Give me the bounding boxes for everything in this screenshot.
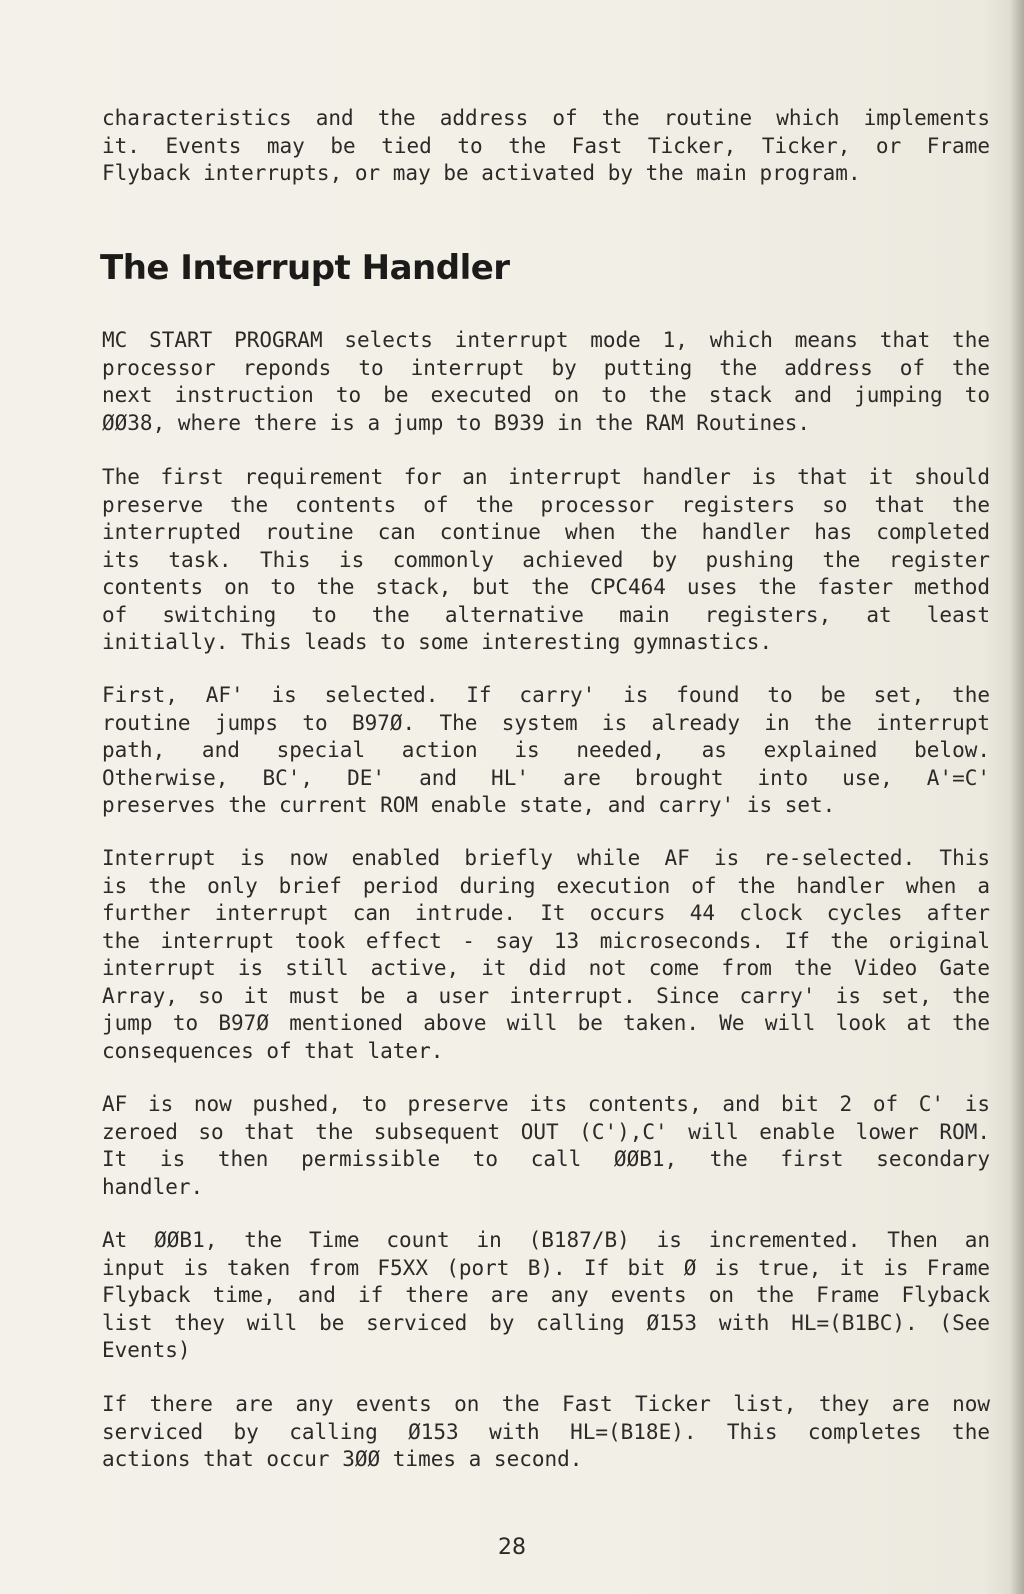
text-line: If there are any events on the Fast Ticker list, they are now (102, 1392, 990, 1416)
text-line: consequences of that later. (102, 1038, 444, 1063)
text-line: MC START PROGRAM selects interrupt mode 1, which means that the (102, 328, 990, 352)
text-line: jump to B97Ø mentioned above will be taken. We will look at the (102, 1011, 990, 1035)
text-line: the interrupt took effect - say 13 microseconds. If the original (102, 928, 990, 953)
text-line: First, AF' is selected. If carry' is found to be set, the (102, 683, 990, 707)
text-line: of switching to the alternative main registers, at least (102, 602, 990, 627)
paragraph-af-pushed (102, 1091, 990, 1201)
text-line: The first requirement for an interrupt handler is that it should (102, 465, 990, 489)
text-line: Array, so it must be a user interrupt. Since carry' is set, the (102, 983, 990, 1008)
text-line: actions that occur 3ØØ times a second. (102, 1447, 583, 1471)
text-line: its task. This is commonly achieved by pushing the register (102, 547, 990, 572)
text-line: It is then permissible to call ØØB1, the first secondary (102, 1147, 990, 1171)
paragraph-af-selected (102, 682, 990, 820)
text-line: interrupt is still active, it did not come from the Video Gate (102, 956, 990, 980)
text-line: Events) (102, 1338, 191, 1362)
text-line: next instruction to be executed on to the stack and jumping to (102, 383, 990, 407)
text-line: Otherwise, BC', DE' and HL' are brought into use, A'=C' (102, 765, 990, 790)
section-heading: The Interrupt Handler (100, 248, 510, 288)
text-line: zeroed so that the subsequent OUT (C'),C' will enable lower ROM. (102, 1119, 990, 1144)
text-line: initially. This leads to some interesting gymnastics. (102, 630, 773, 654)
text-line: contents on to the stack, but the CPC464 uses the faster method (102, 575, 990, 599)
paragraph-first-requirement (102, 464, 990, 657)
text-line: preserve the contents of the processor registers so that the (102, 492, 990, 517)
text-line: serviced by calling Ø153 with HL=(B18E). This completes the (102, 1419, 990, 1444)
text-line: path, and special action is needed, as explained below. (102, 738, 990, 762)
text-line: handler. (102, 1174, 204, 1199)
paragraph-time-count (102, 1227, 990, 1365)
page-edge-shadow (1010, 0, 1024, 1594)
text-line: interrupted routine can continue when the handler has completed (102, 520, 990, 544)
text-line: preserves the current ROM enable state, and carry' is set. (102, 793, 836, 817)
text-line: input is taken from F5XX (port B). If bit Ø is true, it is Frame (102, 1255, 990, 1280)
text-line: AF is now pushed, to preserve its contents, and bit 2 of C' is (102, 1092, 990, 1116)
text-line: Flyback time, and if there are any events on the Frame Flyback (102, 1283, 990, 1307)
text-line: At ØØB1, the Time count in (B187/B) is incremented. Then an (102, 1228, 990, 1252)
intro-paragraph (102, 105, 990, 188)
text-line: list they will be serviced by calling Ø153 with HL=(B1BC). (See (102, 1310, 990, 1335)
text-line: further interrupt can intrude. It occurs 44 clock cycles after (102, 901, 990, 925)
text-line: routine jumps to B97Ø. The system is already in the interrupt (102, 710, 990, 735)
page-number: 28 (498, 1535, 526, 1560)
text-line: it. Events may be tied to the Fast Ticker, Ticker, or Frame (102, 133, 990, 158)
text-line: processor reponds to interrupt by putting the address of the (102, 355, 990, 380)
paragraph-interrupt-enabled (102, 845, 990, 1065)
text-line: Interrupt is now enabled briefly while AF is re-selected. This (102, 846, 990, 870)
paragraph-fast-ticker (102, 1391, 990, 1474)
text-line: is the only brief period during execution of the handler when a (102, 873, 990, 898)
paragraph-interrupt-mode (102, 327, 990, 437)
text-line: Flyback interrupts, or may be activated by the main program. (102, 161, 861, 185)
text-line: characteristics and the address of the routine which implements (102, 106, 990, 130)
text-line: ØØ38, where there is a jump to B939 in the RAM Routines. (102, 410, 811, 435)
